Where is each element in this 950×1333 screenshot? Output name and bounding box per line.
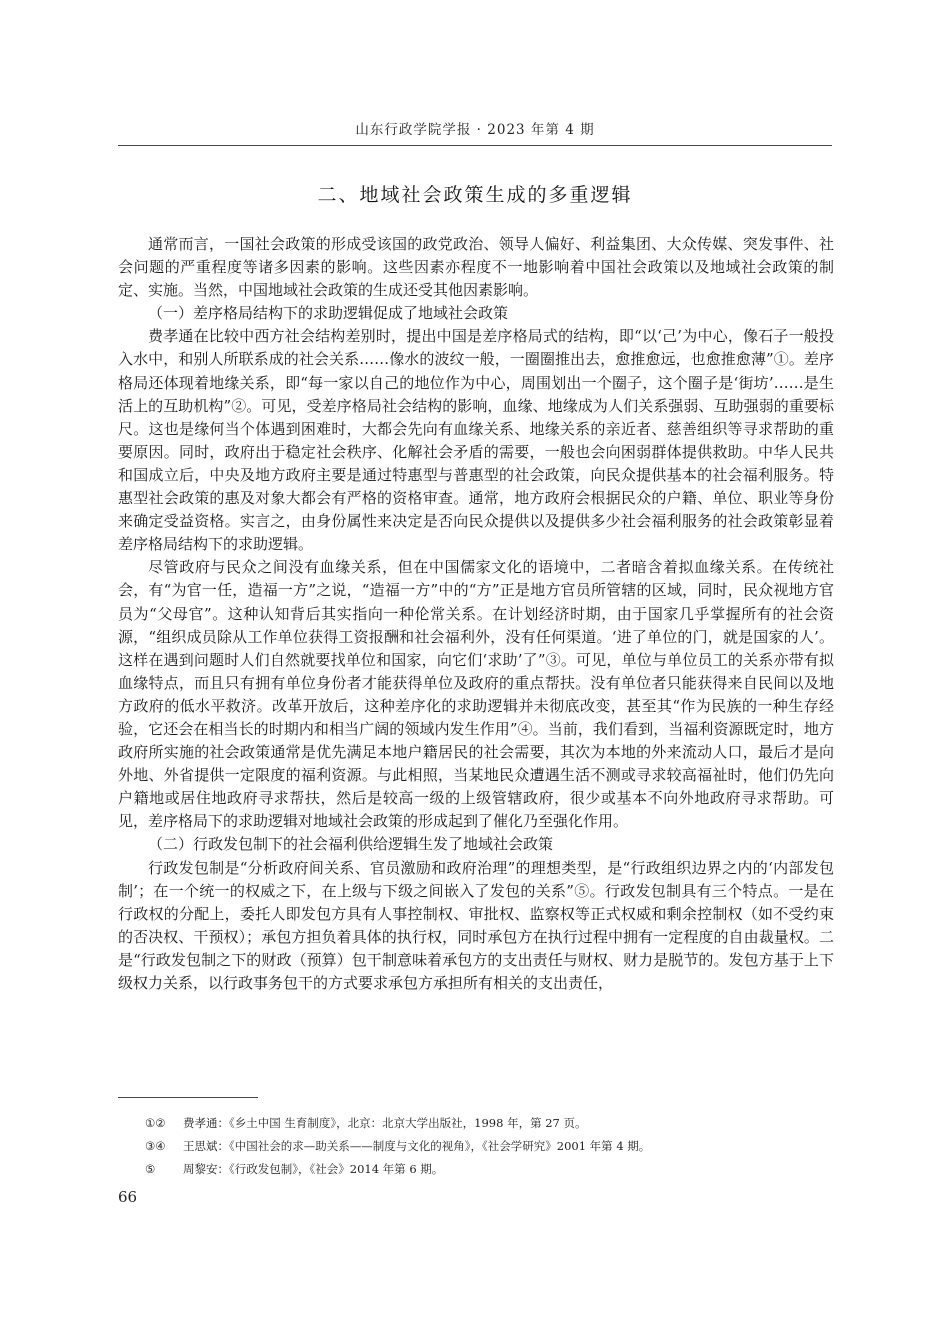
paragraph-intro: 通常而言，一国社会政策的形成受该国的政党政治、领导人偏好、利益集团、大众传媒、突发事件、社会问题的严重程度等诸多因素的影响。这些因素亦程度不一地影响着中国社会政策以及地域社会政策的制定、实施。当然，中国地域社会政策的生成还受其他因素影响。 — [118, 235, 834, 300]
subheading-two: （二）行政发包制下的社会福利供给逻辑生发了地域社会政策 — [148, 835, 554, 854]
header-rule — [118, 145, 832, 146]
footnote — [145, 1135, 825, 1158]
footnote-text: 王思斌：《中国社会的求—助关系——制度与文化的视角》，《社会学研究》2001 年第 4 期。 — [183, 1139, 651, 1153]
footnotes — [145, 1112, 825, 1181]
footnote-text: 周黎安：《行政发包制》，《社会》2014 年第 6 期。 — [183, 1162, 444, 1176]
footnote-text: 费孝通：《乡土中国 生育制度》，北京：北京大学出版社，1998 年，第 27 页。 — [183, 1116, 587, 1130]
section-title: 二、地域社会政策生成的多重逻辑 — [317, 184, 633, 206]
paragraph-administrative-subcontract: 行政发包制是“分析政府间关系、官员激励和政府治理”的理想类型，是“行政组织边界之内的‘内部发包制’；在一个统一的权威之下，在上级与下级之间嵌入了发包的关系”⑤。行政发包制具有三个特点。一是在行政权的分配上，委托人即发包方具有人事控制权、审批权、监察权等正式权威和剩余控制权（如不受约束的否决权、干预权）；承包方担负着具体的执行权，同时承包方在执行过程中拥有一定程度的自由裁量权。二是“行政发包制之下的财政（预算）包干制意味着承包方的支出责任与财权、财力是脱节的。发包方基于上下级权力关系，以行政事务包干的方式要求承包方承担所有相关的支出责任， — [118, 858, 834, 992]
page-number: 66 — [118, 1188, 138, 1206]
footnote-mark: ⑤ — [145, 1162, 156, 1176]
footnote-rule — [118, 1097, 258, 1098]
subheading-one: （一）差序格局结构下的求助逻辑促成了地域社会政策 — [148, 304, 509, 323]
paragraph-quasi-kinship: 尽管政府与民众之间没有血缘关系，但在中国儒家文化的语境中，二者暗含着拟血缘关系。在传统社会，有“为官一任，造福一方”之说，“造福一方”中的“方”正是地方官员所管辖的区域，同时，民众视地方官员为“父母官”。这种认知背后其实指向一种伦常关系。在计划经济时期，由于国家几乎掌握所有的社会资源，“组织成员除从工作单位获得工资报酬和社会福利外，没有任何渠道。‘进了单位的门，就是国家的人’。这样在遇到问题时人们自然就要找单位和国家，向它们‘求助’了”③。可见，单位与单位员工的关系亦带有拟血缘特点，而且只有拥有单位身份者才能获得单位及政府的重点帮扶。没有单位者只能获得来自民间以及地方政府的低水平救济。改革开放后，这种差序化的求助逻辑并未彻底改变，甚至其“作为民族的一种生存经验，它还会在相当长的时期内和相当广阔的领域内发生作用”④。当前，我们看到，当福利资源既定时，地方政府所实施的社会政策通常是优先满足本地户籍居民的社会需要，其次为本地的外来流动人口，最后才是向外地、外省提供一定限度的福利资源。与此相照，当某地民众遭遇生活不测或寻求较高福祉时，他们仍先向户籍地或居住地政府寻求帮扶，然后是较高一级的上级管辖政府，很少或基本不向外地政府寻求帮助。可见，差序格局下的求助逻辑对地域社会政策的形成起到了催化乃至强化作用。 — [118, 558, 834, 831]
footnote — [145, 1112, 825, 1135]
running-header: 山东行政学院学报 · 2023 年第 4 期 — [355, 122, 595, 138]
footnote-mark: ③④ — [145, 1139, 166, 1153]
paragraph-chaxu-geju: 费孝通在比较中西方社会结构差别时，提出中国是差序格局式的结构，即“以‘己’为中心，像石子一般投入水中，和别人所联系成的社会关系……像水的波纹一般，一圈圈推出去，愈推愈远，也愈推愈薄”①。差序格局还体现着地缘关系，即“每一家以自己的地位作为中心，周围划出一个圈子，这个圈子是‘街坊’……是生活上的互助机构”②。可见，受差序格局社会结构的影响，血缘、地缘成为人们关系强弱、互助强弱的重要标尺。这也是缘何当个体遇到困难时，大都会先向有血缘关系、地缘关系的亲近者、慈善组织等寻求帮助的重要原因。同时，政府出于稳定社会秩序、化解社会矛盾的需要，一般也会向困弱群体提供救助。中华人民共和国成立后，中央及地方政府主要是通过特惠型与普惠型的社会政策，向民众提供基本的社会福利服务。特惠型社会政策的惠及对象大都会有严格的资格审查。通常，地方政府会根据民众的户籍、单位、职业等身份来确定受益资格。实言之，由身份属性来决定是否向民众提供以及提供多少社会福利服务的社会政策彰显着差序格局结构下的求助逻辑。 — [118, 327, 834, 554]
footnote — [145, 1158, 825, 1181]
body-text — [118, 233, 834, 995]
footnote-mark: ①② — [145, 1116, 166, 1130]
